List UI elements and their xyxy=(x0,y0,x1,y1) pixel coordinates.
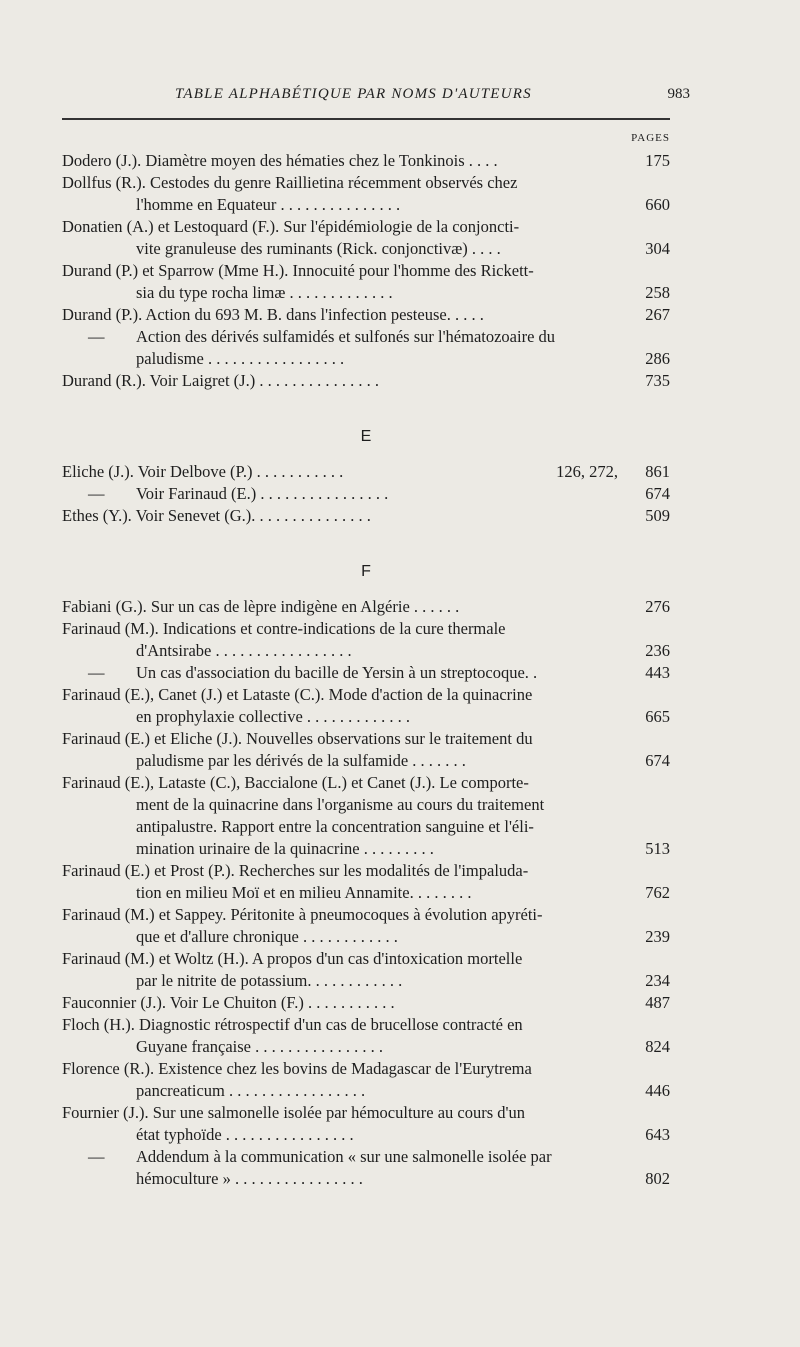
page-reference: 735 xyxy=(645,371,670,390)
entry-text: Floch (H.). Diagnostic rétrospectif d'un cas de brucellose contracté en xyxy=(62,1015,523,1034)
index-entry xyxy=(62,618,670,640)
page-reference: 304 xyxy=(645,239,670,258)
index-entry-continuation xyxy=(62,348,670,370)
entry-text: Durand (R.). Voir Laigret (J.) . . . . . . . . . . . . . . . xyxy=(62,371,379,390)
ditto-dash: — xyxy=(88,1147,105,1166)
entry-text: Durand (P.) et Sparrow (Mme H.). Innocuité pour l'homme des Rickett- xyxy=(62,261,534,280)
index-entry xyxy=(62,772,670,794)
index-entry-continuation xyxy=(62,1080,670,1102)
index-entry-continuation xyxy=(62,926,670,948)
entry-text: Guyane française . . . . . . . . . . . . . . . . xyxy=(136,1037,383,1056)
page-reference: 643 xyxy=(645,1125,670,1144)
extra-page-refs: 126, 272, xyxy=(556,462,618,481)
index-entry xyxy=(62,1014,670,1036)
index-entry-continuation xyxy=(62,1124,670,1146)
entry-text: par le nitrite de potassium. . . . . . . . . . . . xyxy=(136,971,403,990)
page-reference: 660 xyxy=(645,195,670,214)
entry-text: l'homme en Equateur . . . . . . . . . . . . . . . xyxy=(136,195,401,214)
running-title: TABLE ALPHABÉTIQUE PAR NOMS D'AUTEURS xyxy=(175,86,532,102)
entry-text: tion en milieu Moï et en milieu Annamite. . . . . . . . xyxy=(136,883,472,902)
entry-text: Farinaud (E.) et Eliche (J.). Nouvelles observations sur le traitement du xyxy=(62,729,533,748)
index-entry xyxy=(62,461,670,483)
entry-text: Farinaud (M.). Indications et contre-indications de la cure thermale xyxy=(62,619,506,638)
section-letter-f xyxy=(62,527,670,596)
entry-text: Farinaud (E.) et Prost (P.). Recherches sur les modalités de l'impaluda- xyxy=(62,861,529,880)
page-reference: 443 xyxy=(645,663,670,682)
index-entry xyxy=(62,150,670,172)
entry-text: Fournier (J.). Sur une salmonelle isolée par hémoculture au cours d'un xyxy=(62,1103,526,1122)
ditto-dash: — xyxy=(88,484,105,503)
entry-text: Addendum à la communication « sur une salmonelle isolée par xyxy=(136,1147,552,1166)
entry-text: Durand (P.). Action du 693 M. B. dans l'infection pesteuse. . . . . xyxy=(62,305,484,324)
index-entry-continuation xyxy=(62,970,670,992)
index-entry-continuation xyxy=(62,1168,670,1190)
entry-text: Eliche (J.). Voir Delbove (P.) . . . . . . . . . . . xyxy=(62,462,344,481)
index-entry xyxy=(62,728,670,750)
entry-text: Farinaud (M.) et Woltz (H.). A propos d'un cas d'intoxication mortelle xyxy=(62,949,523,968)
index-entry xyxy=(62,172,670,194)
entry-text: sia du type rocha limæ . . . . . . . . . . . . . xyxy=(136,283,393,302)
index-entry xyxy=(62,1102,670,1124)
page-reference: 509 xyxy=(645,506,670,525)
index-entry xyxy=(62,948,670,970)
index-entry xyxy=(62,260,670,282)
entry-text: Farinaud (E.), Lataste (C.), Baccialone (L.) et Canet (J.). Le comporte- xyxy=(62,773,529,792)
index-entry-continuation xyxy=(62,794,670,816)
index-entry xyxy=(62,860,670,882)
index-entry-continuation xyxy=(62,326,670,348)
entry-text: Dollfus (R.). Cestodes du genre Raillietina récemment observés chez xyxy=(62,173,518,192)
section-letter-e xyxy=(62,392,670,461)
index-entry xyxy=(62,1058,670,1080)
entry-text: d'Antsirabe . . . . . . . . . . . . . . . . . xyxy=(136,641,352,660)
ditto-dash: — xyxy=(88,327,105,346)
index-entry xyxy=(62,904,670,926)
page-number: 983 xyxy=(667,86,690,102)
page-reference: 802 xyxy=(645,1169,670,1188)
section-letter: F xyxy=(361,563,371,580)
index-entry-continuation xyxy=(62,838,670,860)
pages-column-label: PAGES xyxy=(631,132,670,144)
page-reference: 861 xyxy=(645,462,670,481)
index-entry-continuation xyxy=(62,640,670,662)
index-entry xyxy=(62,304,670,326)
page-reference: 446 xyxy=(645,1081,670,1100)
page-reference: 234 xyxy=(645,971,670,990)
index-entry xyxy=(62,992,670,1014)
page-reference: 513 xyxy=(645,839,670,858)
entry-text: paludisme par les dérivés de la sulfamide . . . . . . . xyxy=(136,751,466,770)
entry-text: Fauconnier (J.). Voir Le Chuiton (F.) . . . . . . . . . . . xyxy=(62,993,395,1012)
page-reference: 267 xyxy=(645,305,670,324)
index-entry-continuation xyxy=(62,750,670,772)
entry-text: Ethes (Y.). Voir Senevet (G.). . . . . . . . . . . . . . . xyxy=(62,506,371,525)
author-index xyxy=(62,150,670,1190)
index-entry xyxy=(62,596,670,618)
index-entry-continuation xyxy=(62,1036,670,1058)
index-entry xyxy=(62,505,670,527)
page-reference: 762 xyxy=(645,883,670,902)
page-reference: 487 xyxy=(645,993,670,1012)
page-reference: 239 xyxy=(645,927,670,946)
entry-text: Farinaud (E.), Canet (J.) et Lataste (C.). Mode d'action de la quinacrine xyxy=(62,685,533,704)
index-entry xyxy=(62,216,670,238)
page-reference: 286 xyxy=(645,349,670,368)
entry-text: paludisme . . . . . . . . . . . . . . . . . xyxy=(136,349,345,368)
index-entry-continuation xyxy=(62,1146,670,1168)
entry-text: Florence (R.). Existence chez les bovins de Madagascar de l'Eurytrema xyxy=(62,1059,532,1078)
index-entry xyxy=(62,684,670,706)
index-entry-continuation xyxy=(62,662,670,684)
index-entry-continuation xyxy=(62,238,670,260)
page-reference: 175 xyxy=(645,151,670,170)
index-entry-continuation xyxy=(62,194,670,216)
entry-text: que et d'allure chronique . . . . . . . . . . . . xyxy=(136,927,398,946)
entry-text: antipalustre. Rapport entre la concentration sanguine et l'éli- xyxy=(136,817,534,836)
entry-text: ment de la quinacrine dans l'organisme au cours du traitement xyxy=(136,795,545,814)
entry-text: pancreaticum . . . . . . . . . . . . . . . . . xyxy=(136,1081,366,1100)
entry-text: vite granuleuse des ruminants (Rick. conjonctivæ) . . . . xyxy=(136,239,501,258)
entry-text: Voir Farinaud (E.) . . . . . . . . . . . . . . . . xyxy=(136,484,389,503)
index-entry-continuation xyxy=(62,882,670,904)
entry-text: Un cas d'association du bacille de Yersin à un streptocoque. . xyxy=(136,663,538,682)
index-entry xyxy=(62,370,670,392)
page-reference: 665 xyxy=(645,707,670,726)
entry-text: Action des dérivés sulfamidés et sulfonés sur l'hématozoaire du xyxy=(136,327,556,346)
page-reference: 258 xyxy=(645,283,670,302)
index-entry-continuation xyxy=(62,816,670,838)
entry-text: Dodero (J.). Diamètre moyen des hématies chez le Tonkinois . . . . xyxy=(62,151,498,170)
page-reference: 674 xyxy=(645,484,670,503)
entry-text: état typhoïde . . . . . . . . . . . . . . . . xyxy=(136,1125,354,1144)
index-entry-continuation xyxy=(62,483,670,505)
entry-text: Donatien (A.) et Lestoquard (F.). Sur l'épidémiologie de la conjoncti- xyxy=(62,217,520,236)
entry-text: Farinaud (M.) et Sappey. Péritonite à pneumocoques à évolution apyréti- xyxy=(62,905,543,924)
page-reference: 674 xyxy=(645,751,670,770)
entry-text: Fabiani (G.). Sur un cas de lèpre indigène en Algérie . . . . . . xyxy=(62,597,460,616)
entry-text: en prophylaxie collective . . . . . . . . . . . . . xyxy=(136,707,411,726)
header-rule xyxy=(62,118,670,120)
index-entry-continuation xyxy=(62,282,670,304)
entry-text: mination urinaire de la quinacrine . . . . . . . . . xyxy=(136,839,434,858)
page-reference: 824 xyxy=(645,1037,670,1056)
ditto-dash: — xyxy=(88,663,105,682)
section-letter: E xyxy=(360,428,372,445)
entry-text: hémoculture » . . . . . . . . . . . . . . . . xyxy=(136,1169,363,1188)
index-entry-continuation xyxy=(62,706,670,728)
page-reference: 236 xyxy=(645,641,670,660)
page-reference: 276 xyxy=(645,597,670,616)
